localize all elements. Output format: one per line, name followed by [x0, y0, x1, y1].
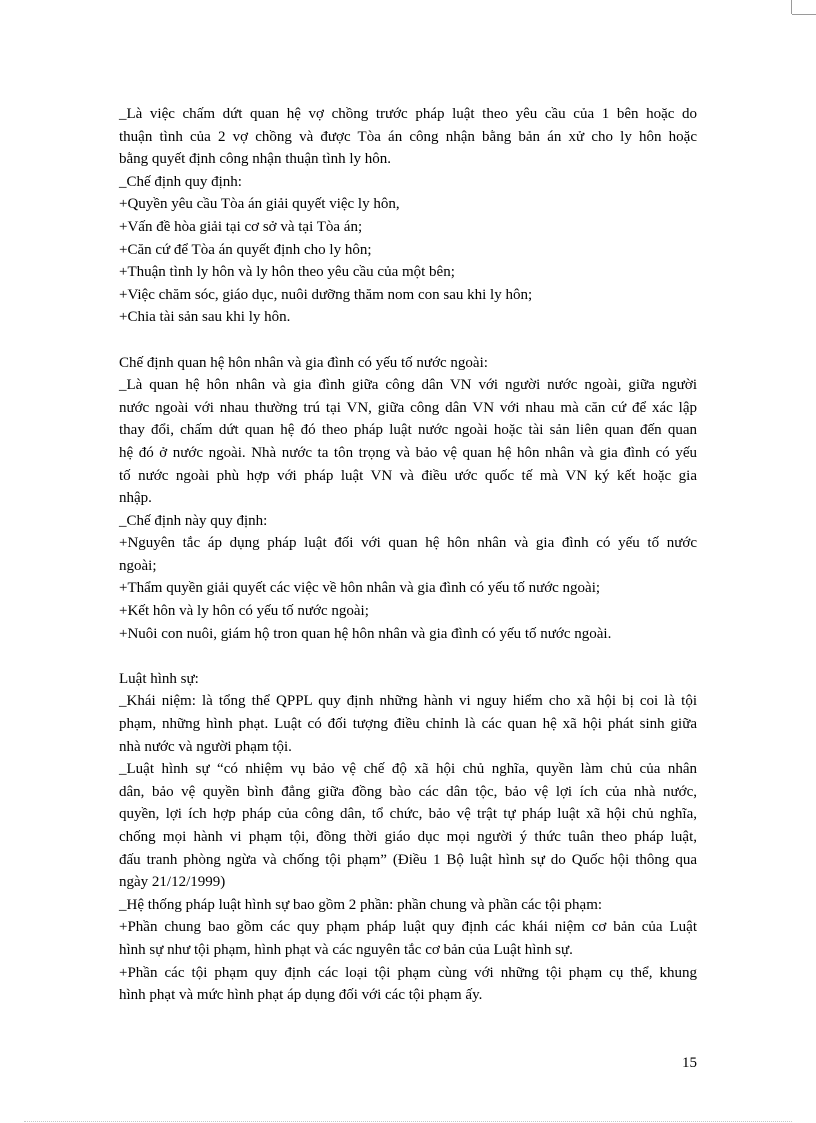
text-line: +Thẩm quyền giải quyết các việc về hôn nhân và gia đình có yếu tố nước ngoài;: [119, 580, 601, 597]
page-bottom-border: [24, 1121, 792, 1122]
text-line: thuận tình của 2 vợ chồng và được Tòa án công nhận bằng bản án xử cho ly hôn hoặc: [119, 128, 697, 145]
text-line: +Quyền yêu cầu Tòa án giải quyết việc ly hôn,: [119, 196, 400, 213]
text-line: _Hệ thống pháp luật hình sự bao gồm 2 phần: phần chung và phần các tội phạm:: [119, 896, 603, 913]
text-line: hệ đó ở nước ngoài. Nhà nước ta tôn trọng và bảo vệ quan hệ hôn nhân và gia đình có yếu: [119, 444, 697, 461]
text-line: hình phạt và mức hình phạt áp dụng đối với các tội phạm ấy.: [119, 987, 483, 1004]
text-line: +Việc chăm sóc, giáo dục, nuôi dưỡng thăm nom con sau khi ly hôn;: [119, 286, 533, 303]
text-line: +Căn cứ để Tòa án quyết định cho ly hôn;: [119, 241, 372, 258]
text-line: tố nước ngoài phù hợp với pháp luật VN và điều ước quốc tế mà VN ký kết hoặc gia: [119, 467, 697, 484]
text-line: ngày 21/12/1999): [119, 874, 226, 891]
text-line: +Kết hôn và ly hôn có yếu tố nước ngoài;: [119, 603, 369, 620]
text-line: +Chia tài sản sau khi ly hôn.: [119, 309, 291, 326]
text-line: nhập.: [119, 490, 152, 507]
text-line: Luật hình sự:: [119, 670, 199, 687]
text-line: quyền, lợi ích hợp pháp của công dân, tổ chức, bảo vệ trật tự pháp luật xã hội chủ nghĩa,: [119, 806, 697, 823]
text-line: +Nuôi con nuôi, giám hộ tron quan hệ hôn nhân và gia đình có yếu tố nước ngoài.: [119, 625, 612, 642]
text-line: +Phần các tội phạm quy định các loại tội phạm cùng với những tội phạm cụ thể, khung: [119, 964, 697, 981]
page-number: 15: [682, 1055, 697, 1071]
text-line: +Thuận tình ly hôn và ly hôn theo yêu cầu của một bên;: [119, 264, 455, 281]
text-line: hình sự như tội phạm, hình phạt và các nguyên tắc cơ bản của Luật hình sự.: [119, 941, 573, 958]
paragraph-spacer: [119, 645, 697, 668]
text-line: _Là quan hệ hôn nhân và gia đình giữa công dân VN với người nước ngoài, giữa người: [119, 377, 697, 394]
text-line: +Phần chung bao gồm các quy phạm pháp luật quy định các khái niệm cơ bản của Luật: [119, 919, 697, 936]
text-line: _Chế định quy định:: [119, 173, 242, 190]
text-line: _Khái niệm: là tổng thể QPPL quy định những hành vi nguy hiểm cho xã hội bị coi là tội: [119, 693, 697, 710]
text-line: thay đổi, chấm dứt quan hệ đó theo pháp luật nước ngoài hoặc tài sản liên quan đến quan: [119, 422, 697, 439]
text-line: chống mọi hành vi phạm tội, đồng thời giáo dục mọi người ý thức tuân theo pháp luật,: [119, 829, 697, 845]
text-line: bằng quyết định công nhận thuận tình ly hôn.: [119, 151, 392, 168]
text-line: _Là việc chấm dứt quan hệ vợ chồng trước pháp luật theo yêu cầu của 1 bên hoặc do: [119, 106, 697, 122]
crop-mark-horizontal: [792, 14, 816, 15]
text-line: nhà nước và người phạm tội.: [119, 738, 292, 755]
text-line: đấu tranh phòng ngừa và chống tội phạm” (Điều 1 Bộ luật hình sự do Quốc hội thông qua: [119, 851, 697, 868]
text-line: dân, bảo vệ quyền bình đẳng giữa đồng bào các dân tộc, bảo vệ lợi ích của nhà nước,: [119, 783, 697, 800]
text-line: _Chế định này quy định:: [119, 512, 268, 529]
document-body: [119, 103, 697, 1007]
text-line: +Nguyên tắc áp dụng pháp luật đối với quan hệ hôn nhân và gia đình có yếu tố nước: [119, 535, 697, 552]
text-line: Chế định quan hệ hôn nhân và gia đình có yếu tố nước ngoài:: [119, 354, 488, 371]
text-line: phạm, những hình phạt. Luật có đối tượng điều chỉnh là các quan hệ xã hội phát sinh giữa: [119, 716, 697, 733]
text-line: nước ngoài với nhau thường trú tại VN, giữa công dân VN với nhau mà căn cứ để xác lập: [119, 399, 697, 416]
paragraph-spacer: [119, 329, 697, 352]
crop-mark-vertical: [791, 0, 792, 14]
text-line: _Luật hình sự “có nhiệm vụ bảo vệ chế độ xã hội chủ nghĩa, quyền làm chủ của nhân: [119, 761, 697, 778]
text-line: +Vấn đề hòa giải tại cơ sở và tại Tòa án;: [119, 218, 363, 235]
text-line: ngoài;: [119, 557, 157, 574]
